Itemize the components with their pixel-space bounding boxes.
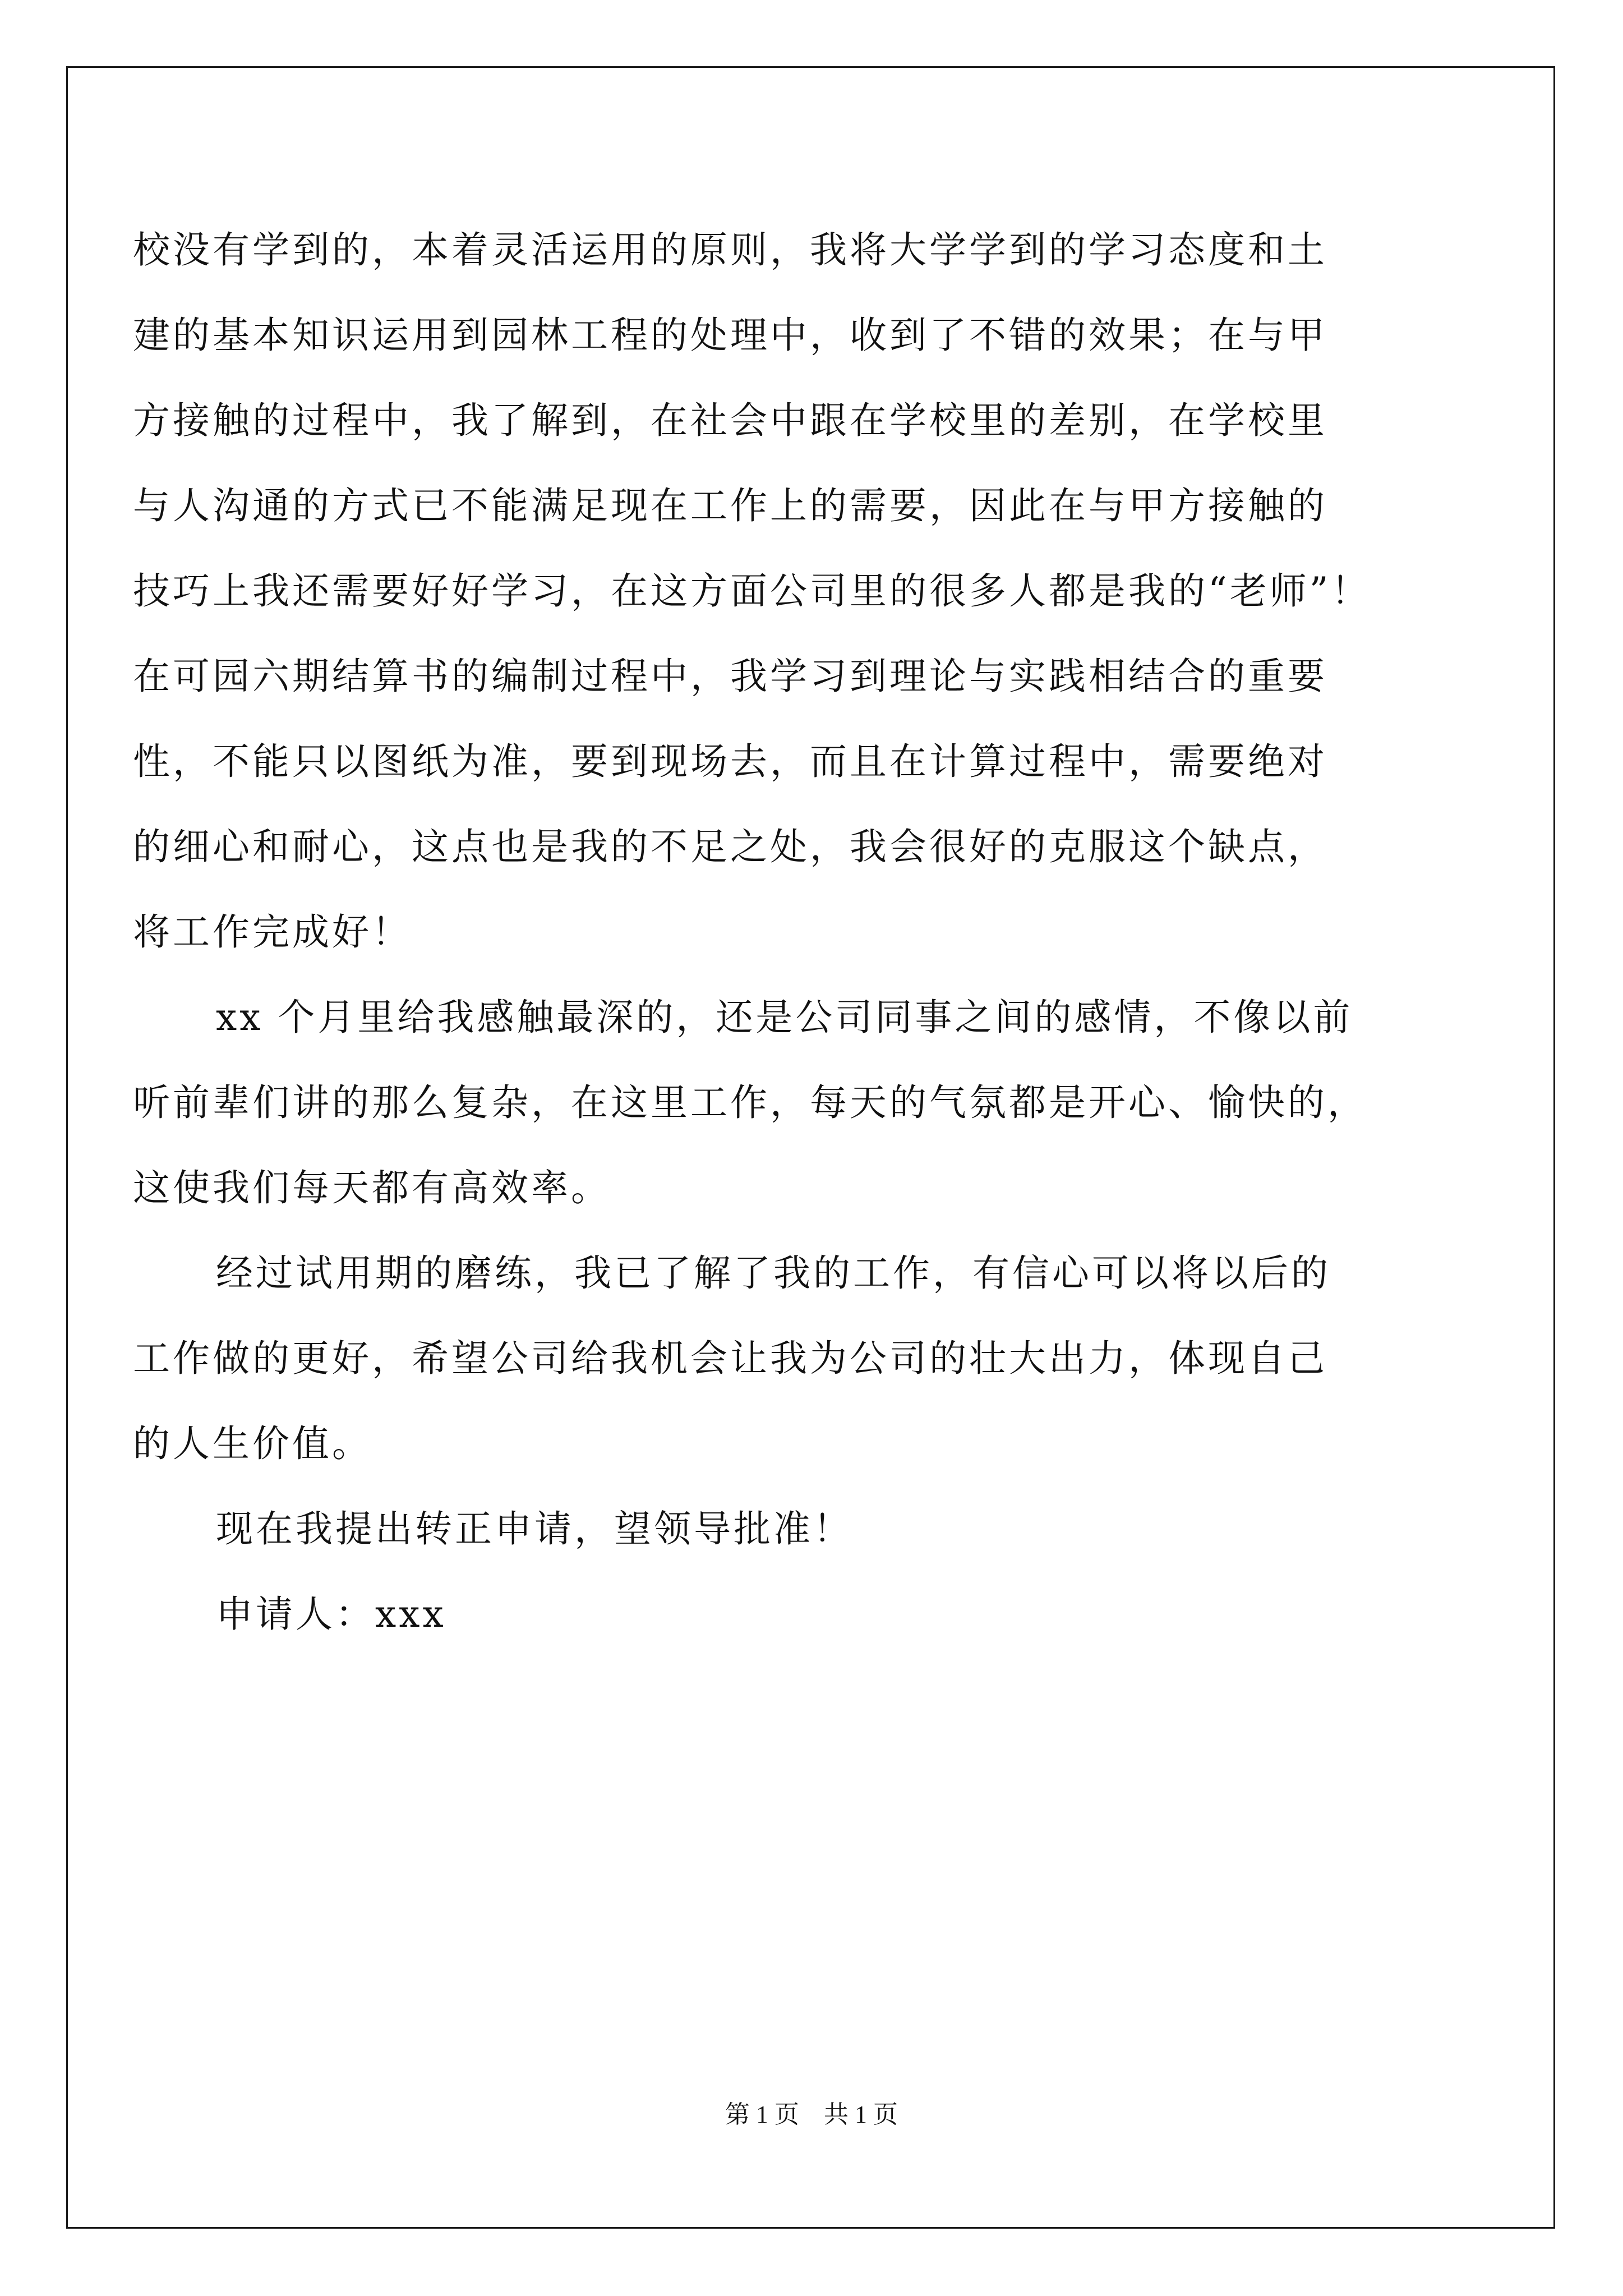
text-line: 校没有学到的，本着灵活运用的原则，我将大学学到的学习态度和土 <box>133 228 1327 272</box>
request-line: 现在我提出转正申请，望领导批准！ <box>216 1507 853 1550</box>
page-number-footer: 第 1 页 共 1 页 <box>725 2101 898 2128</box>
text-line: 建的基本知识运用到园林工程的处理中，收到了不错的效果；在与甲 <box>133 314 1327 357</box>
text-line: 在可园六期结算书的编制过程中，我学习到理论与实践相结合的重要 <box>133 655 1327 698</box>
text-line: 这使我们每天都有高效率。 <box>133 1166 611 1209</box>
paragraph-first-line: xx 个月里给我感触最深的，还是公司同事之间的感情，不像以前 <box>216 996 1353 1039</box>
text-line: 方接触的过程中，我了解到，在社会中跟在学校里的差别，在学校里 <box>133 399 1327 442</box>
text-line: 听前辈们讲的那么复杂，在这里工作，每天的气氛都是开心、愉快的， <box>133 1081 1367 1124</box>
text-line: 的细心和耐心，这点也是我的不足之处，我会很好的克服这个缺点， <box>133 825 1327 868</box>
applicant-line: 申请人：xxx <box>216 1593 446 1636</box>
text-line: 技巧上我还需要好好学习，在这方面公司里的很多人都是我的“老师”！ <box>133 569 1371 613</box>
text-line: 与人沟通的方式已不能满足现在工作上的需要，因此在与甲方接触的 <box>133 484 1327 527</box>
document-body <box>133 208 1434 1657</box>
paragraph-first-line: 经过试用期的磨练，我已了解了我的工作，有信心可以将以后的 <box>216 1251 1331 1295</box>
text-line: 性，不能只以图纸为准，要到现场去，而且在计算过程中，需要绝对 <box>133 740 1327 783</box>
text-line: 的人生价值。 <box>133 1422 372 1465</box>
text-line: 将工作完成好！ <box>133 910 412 954</box>
text-line: 工作做的更好，希望公司给我机会让我为公司的壮大出力，体现自己 <box>133 1337 1327 1380</box>
